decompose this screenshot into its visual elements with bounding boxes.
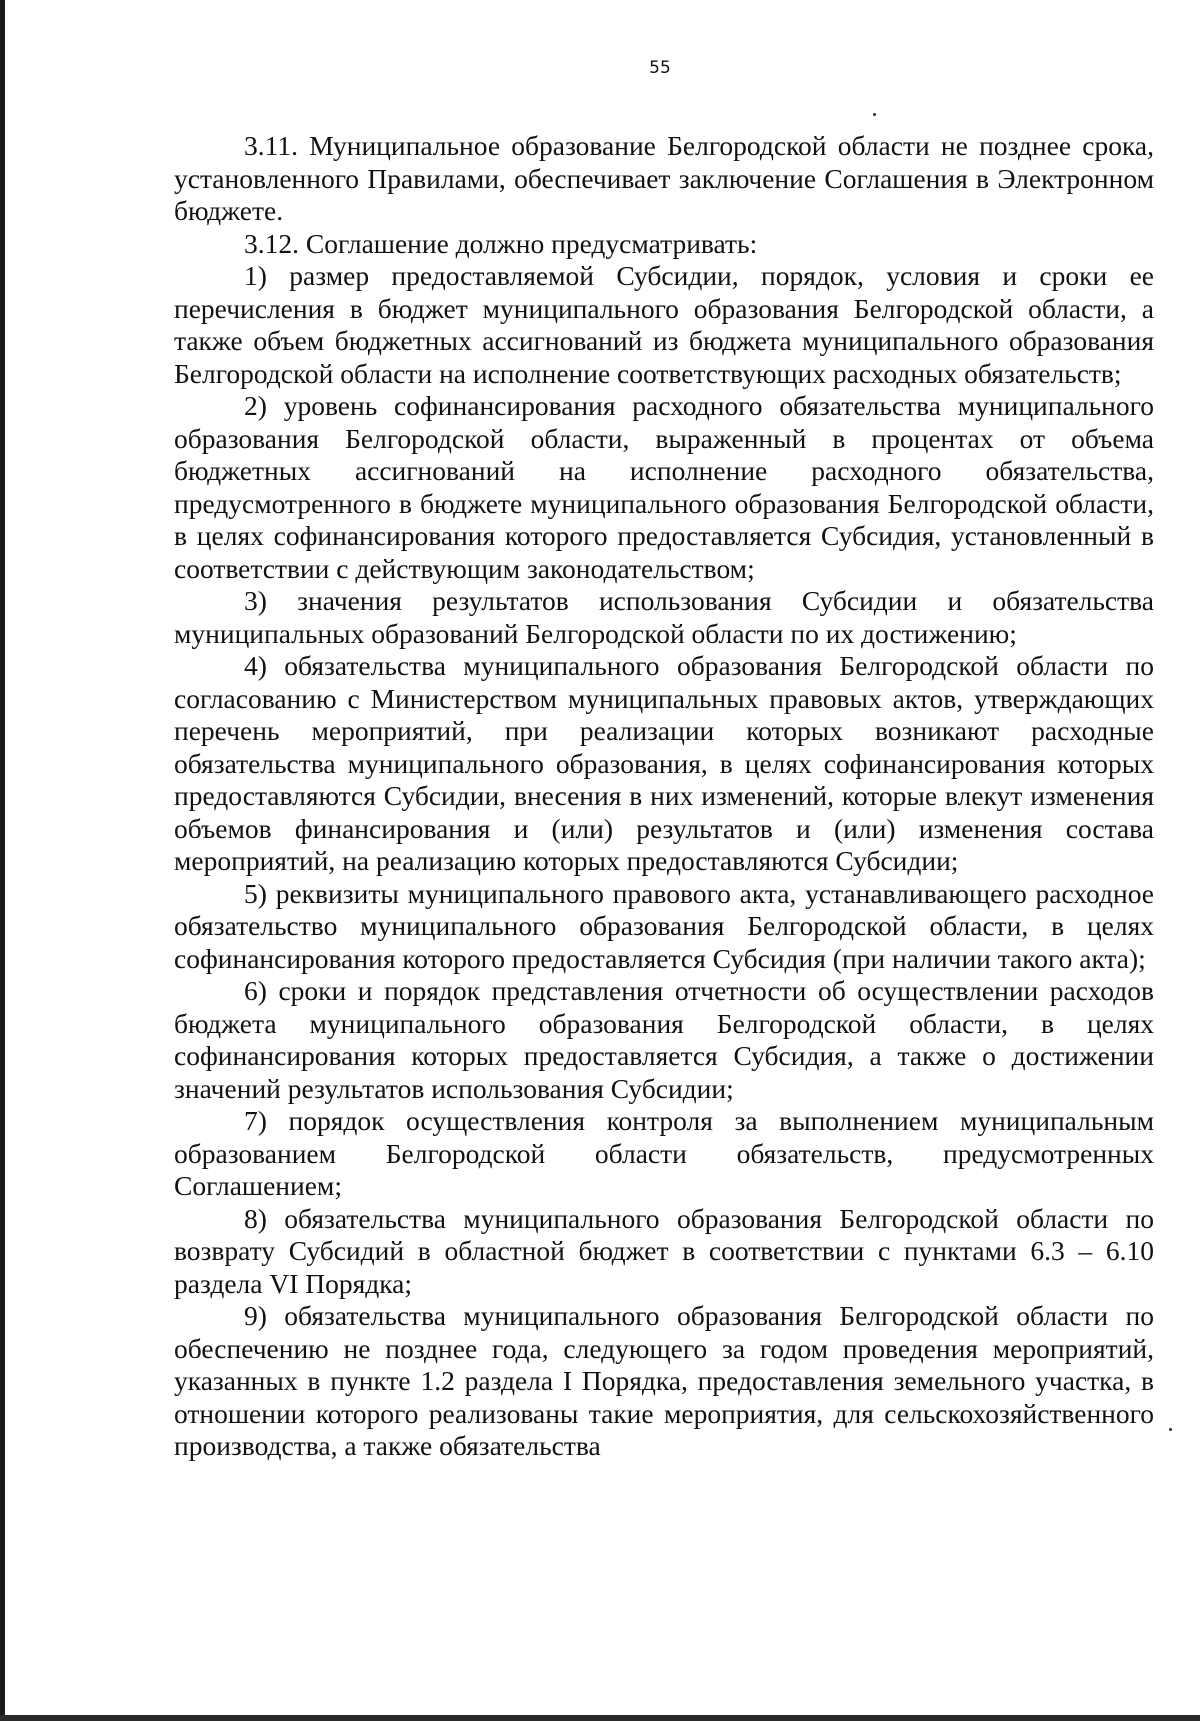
paragraph-3-12: 3.12. Соглашение должно предусматривать:: [244, 227, 758, 259]
list-item-7: 7) порядок осуществления контроля за выполнением муниципальным образованием Белгородской области обязательств, предусмотренных Соглашением;: [174, 1105, 1154, 1201]
page-number: 55: [649, 58, 671, 78]
list-item-3: 3) значения результатов использования Субсидии и обязательства муниципальных образований Белгородской области по их достижению;: [174, 585, 1154, 649]
scan-bottom-border: [0, 1715, 1200, 1721]
scan-speck: [873, 113, 876, 116]
list-item-5: 5) реквизиты муниципального правового акта, устанавливающего расходное обязательство муниципального образования Белгородской области, в целях софинансирования которого предоставляется Субсидия (при наличии такого акта);: [174, 877, 1154, 974]
list-item-1: 1) размер предоставляемой Субсидии, порядок, условия и сроки ее перечисления в бюджет муниципального образования Белгородской области, а также объем бюджетных ассигнований из бюджета муниципального образования Белгородской области на исполнение соответствующих расходных обязательств;: [174, 260, 1154, 389]
paragraph-3-11: 3.11. Муниципальное образование Белгородской области не позднее срока, установленного Правилами, обеспечивает заключение Соглашения в Электронном бюджете.: [174, 130, 1154, 226]
scan-left-border: [0, 0, 5, 1721]
list-item-9: 9) обязательства муниципального образования Белгородской области по обеспечению не позднее года, следующего за годом проведения мероприятий, указанных в пункте 1.2 раздела I Порядка, предоставления земельного участка, в отношении которого реализованы такие мероприятия, для сельскохозяйственного производства, а также обязательства: [174, 1300, 1154, 1461]
list-item-2: 2) уровень софинансирования расходного обязательства муниципального образования Белгородской области, выраженный в процентах от объема бюджетных ассигнований на исполнение расходного обязательства, предусмотренного в бюджете муниципального образования Белгородской области, в целях софинансирования которого предоставляется Субсидия, установленный в соответствии с действующим законодательством;: [174, 390, 1154, 584]
list-item-8: 8) обязательства муниципального образования Белгородской области по возврату Субсидий в областной бюджет в соответствии с пунктами 6.3 – 6.10 раздела VI Порядка;: [174, 1202, 1154, 1299]
document-body: [174, 130, 1154, 1463]
scan-speck: [1169, 1428, 1172, 1431]
list-item-6: 6) сроки и порядок представления отчетности об осуществлении расходов бюджета муниципального образования Белгородской области, в целях софинансирования которых предоставляется Субсидия, а также о достижении значений результатов использования Субсидии;: [174, 975, 1154, 1104]
list-item-4: 4) обязательства муниципального образования Белгородской области по согласованию с Министерством муниципальных правовых актов, утверждающих перечень мероприятий, при реализации которых возникают расходные обязательства муниципального образования, в целях софинансирования которых предоставляются Субсидии, внесения в них изменений, которые влекут изменения объемов финансирования и (или) результатов и (или) изменения состава мероприятий, на реализацию которых предоставляются Субсидии;: [174, 650, 1154, 876]
